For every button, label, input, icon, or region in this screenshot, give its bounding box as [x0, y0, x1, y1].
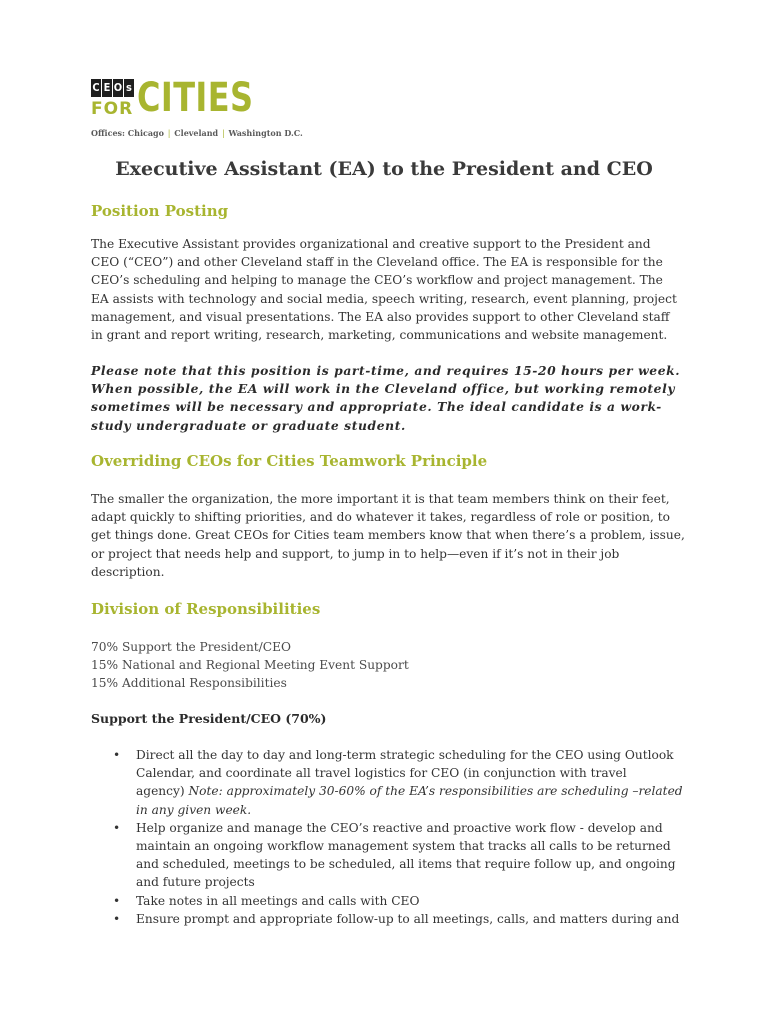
logo-ceos-blocks — [91, 79, 134, 97]
office-separator: | — [221, 129, 225, 138]
position-posting-paragraph — [91, 235, 683, 344]
list-item — [91, 746, 691, 819]
ceos-for-cities-logo — [91, 75, 254, 121]
heading-position-posting: Position Posting — [91, 202, 229, 220]
document-title: Executive Assistant (EA) to the President and CEO — [115, 158, 653, 180]
list-item — [91, 910, 691, 928]
scheduling-note: Note: approximately 30-60% of the EA’s responsibilities are scheduling –related — [188, 784, 683, 799]
note-line: When possible, the EA will work in the Cleveland office, but working remotely — [91, 381, 676, 397]
bullet-line: and future projects — [136, 875, 255, 890]
paragraph-line: get things done. Great CEOs for Cities team members know that when there’s a problem, issue, — [91, 528, 685, 543]
office-cleveland: Cleveland — [174, 128, 219, 138]
support-bullet-list — [91, 746, 691, 928]
paragraph-line: The Executive Assistant provides organizational and creative support to the President and — [91, 237, 651, 251]
paragraph-line: adapt quickly to shifting priorities, and do whatever it takes, regardless of role or position, to — [91, 510, 670, 525]
bullet-line: maintain an ongoing workflow management system that tracks all calls to be returned — [136, 839, 671, 854]
division-list — [91, 638, 683, 693]
division-item: 15% Additional Responsibilities — [91, 676, 287, 691]
list-item — [91, 819, 691, 892]
logo-for: FOR — [91, 99, 134, 119]
bullet-line — [136, 782, 691, 800]
logo-letter: s — [124, 79, 134, 97]
bullet-line: Take notes in all meetings and calls with CEO — [136, 893, 420, 908]
paragraph-line: EA assists with technology and social media, speech writing, research, event planning, project — [91, 291, 677, 306]
note-line: sometimes will be necessary and appropriate. The ideal candidate is a work- — [91, 399, 662, 415]
logo-letter: E — [102, 79, 112, 97]
heading-division-of-responsibilities: Division of Responsibilities — [91, 600, 321, 618]
heading-teamwork-principle: Overriding CEOs for Cities Teamwork Principle — [91, 452, 488, 470]
paragraph-line: management, and visual presentations. The EA also provides support to other Cleveland staff — [91, 309, 670, 324]
list-item — [91, 892, 691, 910]
teamwork-paragraph — [91, 490, 683, 581]
bullet-line: Help organize and manage the CEO’s reactive and proactive work flow - develop and — [136, 820, 663, 835]
part-time-note — [91, 362, 691, 435]
paragraph-line: description. — [91, 564, 165, 579]
division-item: 70% Support the President/CEO — [91, 640, 292, 654]
paragraph-line: CEO’s scheduling and helping to manage the CEO’s workflow and project management. The — [91, 273, 663, 288]
office-locations — [91, 128, 303, 138]
note-line: study undergraduate or graduate student. — [91, 417, 406, 433]
logo-letter: C — [91, 79, 101, 97]
bullet-line: in any given week. — [136, 802, 252, 817]
office-separator: | — [167, 129, 171, 138]
note-line: Please note that this position is part-time, and requires 15-20 hours per week. — [91, 363, 681, 378]
office-dc: Washington D.C. — [228, 128, 303, 138]
division-item: 15% National and Regional Meeting Event Support — [91, 658, 409, 673]
office-chicago: Offices: Chicago — [91, 128, 164, 138]
bullet-icon: • — [113, 893, 121, 908]
support-president-subheading: Support the President/CEO (70%) — [91, 711, 327, 726]
logo-letter: O — [113, 79, 123, 97]
bullet-line: Direct all the day to day and long-term strategic scheduling for the CEO using Outlook — [136, 748, 674, 762]
bullet-line: and scheduled, meetings to be scheduled, all items that require follow up, and ongoing — [136, 857, 676, 872]
paragraph-line: The smaller the organization, the more important it is that team members think on their feet, — [91, 492, 670, 506]
logo-cities: CITIES — [137, 75, 254, 121]
paragraph-line: in grant and report writing, research, marketing, communications and website management. — [91, 328, 668, 343]
bullet-line: Calendar, and coordinate all travel logistics for CEO (in conjunction with travel — [136, 766, 627, 781]
bullet-icon: • — [113, 748, 121, 762]
bullet-line: Ensure prompt and appropriate follow-up to all meetings, calls, and matters during and — [136, 911, 680, 926]
paragraph-line: or project that needs help and support, to jump in to help—even if it’s not in their job — [91, 546, 620, 561]
bullet-icon: • — [113, 911, 121, 926]
bullet-icon: • — [113, 820, 121, 835]
paragraph-line: CEO (“CEO”) and other Cleveland staff in the Cleveland office. The EA is responsible for the — [91, 255, 663, 270]
bullet-text: agency) — [136, 784, 189, 799]
